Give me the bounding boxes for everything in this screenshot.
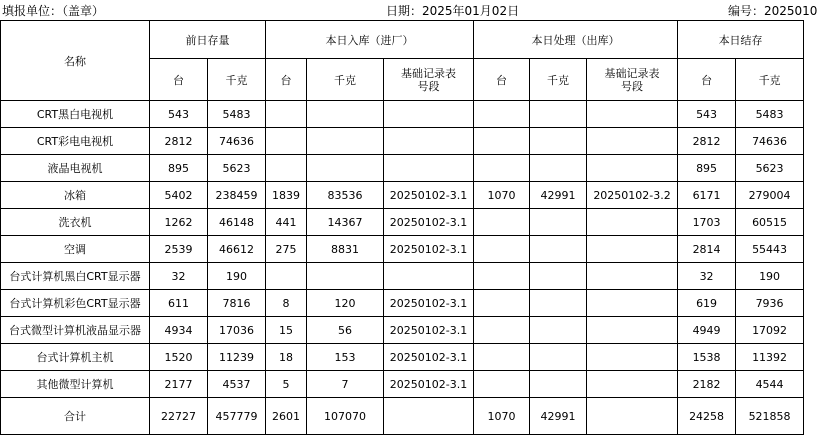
cell-in-count [266,101,307,128]
cell-stock-kg: 5623 [736,155,804,182]
cell-out-kg [530,290,587,317]
cell-out-count [474,344,530,371]
cell-in-rec [384,128,474,155]
cell-out-rec [587,398,678,435]
cell-out-rec [587,128,678,155]
cell-out-count [474,155,530,182]
cell-out-rec [587,317,678,344]
col-header-in-count: 台 [266,59,307,101]
cell-in-kg: 8831 [307,236,384,263]
cell-prev-count: 611 [150,290,208,317]
cell-prev-count: 895 [150,155,208,182]
col-header-out-today: 本日处理（出库） [474,21,678,59]
total-row [1,398,804,435]
cell-stock-count: 1703 [678,209,736,236]
cell-in-count: 5 [266,371,307,398]
col-header-in-kg: 千克 [307,59,384,101]
cell-out-count [474,317,530,344]
cell-in-kg: 153 [307,344,384,371]
cell-in-count: 15 [266,317,307,344]
cell-in-count [266,155,307,182]
cell-prev-count: 543 [150,101,208,128]
cell-prev-count: 1262 [150,209,208,236]
cell-in-count: 2601 [266,398,307,435]
cell-in-kg: 56 [307,317,384,344]
cell-in-count: 441 [266,209,307,236]
cell-out-count [474,371,530,398]
cell-out-rec [587,155,678,182]
cell-stock-count: 24258 [678,398,736,435]
cell-prev-count: 2177 [150,371,208,398]
cell-out-kg [530,128,587,155]
cell-in-kg: 120 [307,290,384,317]
cell-in-kg [307,101,384,128]
table-row [1,263,804,290]
cell-out-kg [530,155,587,182]
cell-in-rec [384,155,474,182]
cell-name: CRT彩电电视机 [1,128,150,155]
cell-out-count [474,290,530,317]
cell-stock-count: 6171 [678,182,736,209]
cell-in-rec: 20250102-3.1 [384,290,474,317]
col-header-out-record: 基础记录表号段 [587,59,678,101]
cell-in-kg: 14367 [307,209,384,236]
cell-stock-count: 2812 [678,128,736,155]
cell-stock-count: 2814 [678,236,736,263]
cell-prev-kg: 457779 [208,398,266,435]
col-header-name: 名称 [1,21,150,101]
cell-name: 空调 [1,236,150,263]
cell-in-rec: 20250102-3.1 [384,317,474,344]
cell-out-kg [530,317,587,344]
cell-name: 台式微型计算机液晶显示器 [1,317,150,344]
cell-out-rec: 20250102-3.2 [587,182,678,209]
col-header-in-today: 本日入库（进厂） [266,21,474,59]
cell-stock-count: 4949 [678,317,736,344]
cell-out-kg [530,344,587,371]
cell-prev-kg: 190 [208,263,266,290]
col-header-prev-kg: 千克 [208,59,266,101]
cell-prev-count: 1520 [150,344,208,371]
cell-name: 冰箱 [1,182,150,209]
cell-name: 洗衣机 [1,209,150,236]
table-row [1,155,804,182]
cell-out-rec [587,371,678,398]
cell-in-kg: 83536 [307,182,384,209]
cell-out-kg [530,209,587,236]
cell-stock-kg: 74636 [736,128,804,155]
col-header-prev-count: 台 [150,59,208,101]
table-row [1,101,804,128]
cell-stock-kg: 55443 [736,236,804,263]
cell-out-rec [587,263,678,290]
cell-out-count: 1070 [474,398,530,435]
cell-out-rec [587,344,678,371]
cell-prev-kg: 238459 [208,182,266,209]
col-header-stock-today: 本日结存 [678,21,804,59]
cell-prev-kg: 5623 [208,155,266,182]
cell-stock-count: 619 [678,290,736,317]
cell-prev-kg: 5483 [208,101,266,128]
cell-stock-kg: 5483 [736,101,804,128]
number-label: 编号：2025010 [728,4,817,18]
cell-name: 台式计算机黑白CRT显示器 [1,263,150,290]
cell-in-rec: 20250102-3.1 [384,236,474,263]
cell-in-kg [307,128,384,155]
table-row [1,182,804,209]
table-row [1,290,804,317]
cell-in-count: 275 [266,236,307,263]
table-body [1,101,804,435]
cell-out-count [474,128,530,155]
cell-out-count [474,236,530,263]
cell-stock-count: 895 [678,155,736,182]
cell-in-rec: 20250102-3.1 [384,344,474,371]
cell-in-kg [307,155,384,182]
cell-out-count: 1070 [474,182,530,209]
cell-stock-kg: 7936 [736,290,804,317]
cell-in-kg: 107070 [307,398,384,435]
filing-unit-label: 填报单位：（盖章） [2,4,105,18]
cell-stock-count: 543 [678,101,736,128]
cell-in-rec: 20250102-3.1 [384,182,474,209]
cell-out-count [474,263,530,290]
cell-out-count [474,101,530,128]
cell-prev-count: 4934 [150,317,208,344]
cell-in-count: 1839 [266,182,307,209]
cell-name: 台式计算机彩色CRT显示器 [1,290,150,317]
date-label: 日期：2025年01月02日 [386,4,520,18]
cell-stock-count: 32 [678,263,736,290]
col-header-out-kg: 千克 [530,59,587,101]
cell-stock-kg: 521858 [736,398,804,435]
cell-prev-kg: 46148 [208,209,266,236]
cell-stock-count: 1538 [678,344,736,371]
cell-stock-kg: 11392 [736,344,804,371]
cell-in-rec [384,263,474,290]
cell-in-rec [384,101,474,128]
cell-prev-count: 22727 [150,398,208,435]
cell-out-rec [587,101,678,128]
table-row [1,236,804,263]
cell-prev-count: 32 [150,263,208,290]
cell-out-kg [530,263,587,290]
cell-prev-kg: 46612 [208,236,266,263]
cell-in-rec [384,398,474,435]
cell-out-kg [530,371,587,398]
cell-name: 合计 [1,398,150,435]
col-header-in-record: 基础记录表号段 [384,59,474,101]
cell-in-kg: 7 [307,371,384,398]
table-row [1,209,804,236]
cell-prev-count: 2812 [150,128,208,155]
col-header-prev-stock: 前日存量 [150,21,266,59]
cell-stock-kg: 190 [736,263,804,290]
cell-prev-kg: 11239 [208,344,266,371]
cell-stock-kg: 17092 [736,317,804,344]
col-header-out-count: 台 [474,59,530,101]
cell-stock-count: 2182 [678,371,736,398]
cell-stock-kg: 279004 [736,182,804,209]
cell-name: CRT黑白电视机 [1,101,150,128]
cell-out-rec [587,209,678,236]
col-header-stock-count: 台 [678,59,736,101]
cell-in-count [266,128,307,155]
cell-out-rec [587,290,678,317]
cell-prev-count: 5402 [150,182,208,209]
cell-prev-kg: 74636 [208,128,266,155]
cell-out-kg [530,236,587,263]
table-row [1,317,804,344]
cell-prev-count: 2539 [150,236,208,263]
table-row [1,344,804,371]
cell-name: 液晶电视机 [1,155,150,182]
cell-in-count: 18 [266,344,307,371]
cell-out-count [474,209,530,236]
cell-prev-kg: 7816 [208,290,266,317]
cell-out-kg: 42991 [530,182,587,209]
cell-out-kg: 42991 [530,398,587,435]
cell-name: 其他微型计算机 [1,371,150,398]
col-header-stock-kg: 千克 [736,59,804,101]
form-header [0,0,817,20]
cell-in-count: 8 [266,290,307,317]
table-row [1,128,804,155]
header-row-groups [1,21,804,59]
cell-prev-kg: 4537 [208,371,266,398]
cell-stock-kg: 60515 [736,209,804,236]
cell-out-kg [530,101,587,128]
inventory-table [0,20,804,435]
table-row [1,371,804,398]
cell-in-rec: 20250102-3.1 [384,209,474,236]
cell-in-count [266,263,307,290]
cell-out-rec [587,236,678,263]
cell-name: 台式计算机主机 [1,344,150,371]
cell-in-kg [307,263,384,290]
cell-in-rec: 20250102-3.1 [384,371,474,398]
cell-prev-kg: 17036 [208,317,266,344]
cell-stock-kg: 4544 [736,371,804,398]
